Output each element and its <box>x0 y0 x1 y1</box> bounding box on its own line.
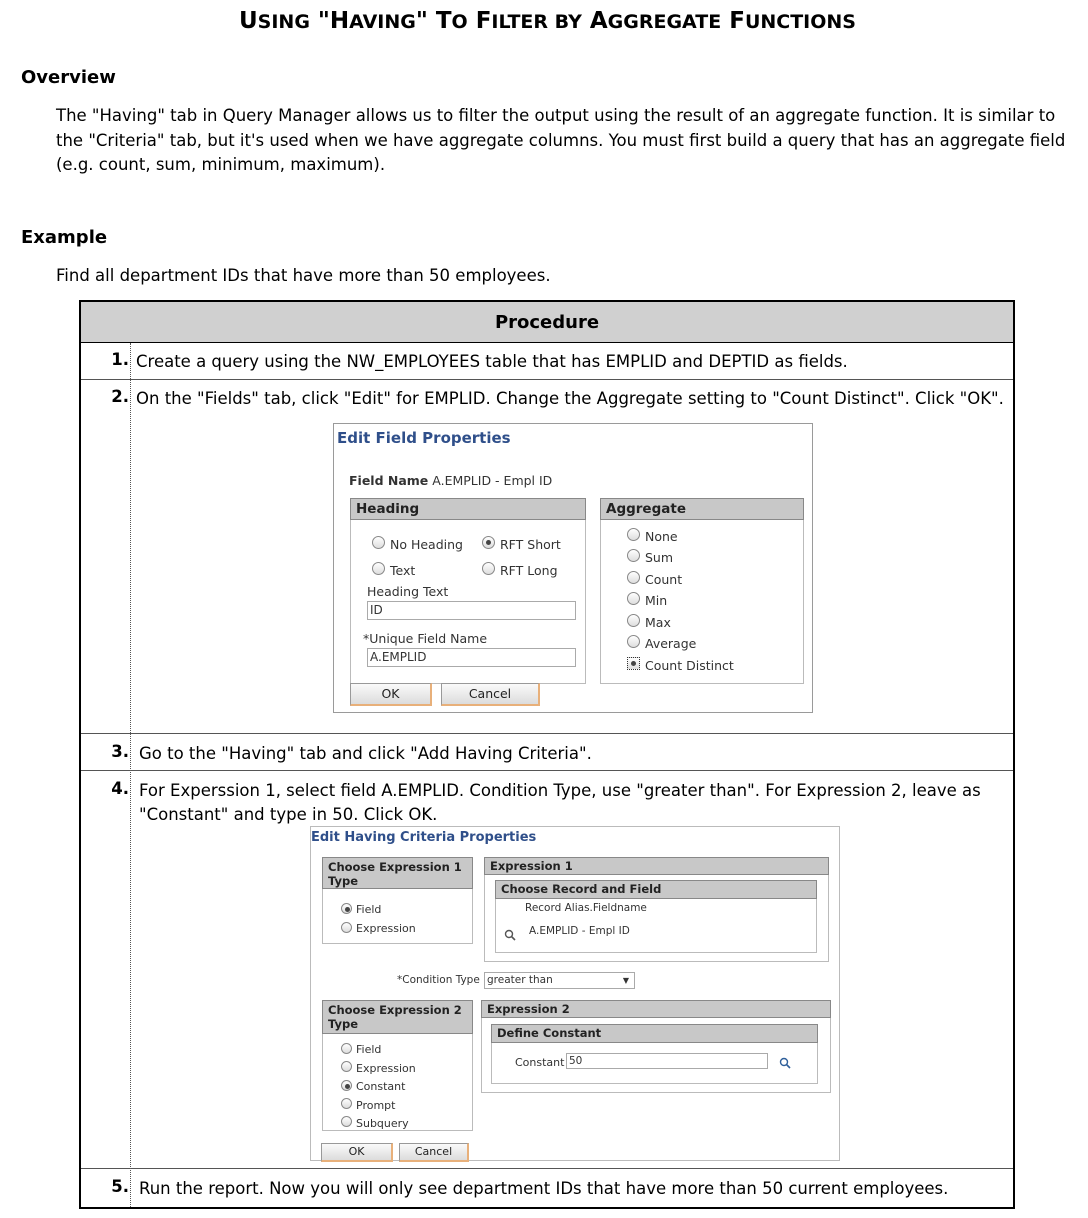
aggregate-sum-radio[interactable] <box>627 549 640 562</box>
chevron-down-icon: ▼ <box>622 976 629 985</box>
no-heading-label: No Heading <box>390 537 463 552</box>
heading-text-label: Heading Text <box>367 584 449 599</box>
step-number: 4. <box>111 779 129 798</box>
row-divider <box>81 733 1013 734</box>
field-name-label: Field Name <box>349 473 429 488</box>
heading-text-input[interactable]: ID <box>367 601 576 620</box>
example-heading: Example <box>21 227 108 248</box>
expr2-option-label: Expression <box>356 1062 416 1075</box>
condition-type-value: greater than <box>487 974 553 986</box>
step-text: For Experssion 1, select field A.EMPLID. Condition Type, use "greater than". For Expression 2, leave as "Constant" and type in 50. Click OK. <box>139 781 981 824</box>
example-text: Find all department IDs that have more than 50 employees. <box>56 266 551 285</box>
dialog-title: Edit Having Criteria Properties <box>311 830 537 845</box>
aggregate-min-radio[interactable] <box>627 592 640 605</box>
expr1-option-label: Field <box>356 903 382 916</box>
aggregate-max-radio[interactable] <box>627 614 640 627</box>
step-number: 3. <box>111 742 129 761</box>
constant-input[interactable]: 50 <box>566 1053 768 1069</box>
step-text: Go to the "Having" tab and click "Add Having Criteria". <box>139 744 592 763</box>
aggregate-option-label: Min <box>645 593 668 608</box>
expr2-prompt-radio[interactable] <box>341 1098 352 1109</box>
aggregate-none-radio[interactable] <box>627 528 640 541</box>
rft-long-radio[interactable] <box>482 562 495 575</box>
no-heading-radio[interactable] <box>372 536 385 549</box>
row-divider <box>81 1168 1013 1169</box>
expr1-field-radio[interactable] <box>341 903 352 914</box>
condition-type-label: *Condition Type <box>397 974 480 986</box>
define-constant-header: Define Constant <box>491 1024 818 1043</box>
overview-text: The "Having" tab in Query Manager allows us to filter the output using the result of an aggregate function. It is similar to the "Criteria" tab, but it's used when we have aggregate columns. You must first build a query that has an aggregate field (e.g. count, sum, minimum, maximum). <box>56 106 1066 174</box>
record-alias-label: Record Alias.Fieldname <box>525 902 647 914</box>
aggregate-count-distinct-radio[interactable] <box>627 657 640 670</box>
choose-record-header: Choose Record and Field <box>495 880 817 899</box>
text-radio[interactable] <box>372 562 385 575</box>
aggregate-count-radio[interactable] <box>627 571 640 584</box>
lookup-icon[interactable] <box>504 929 516 941</box>
expr2-option-label: Subquery <box>356 1117 409 1130</box>
edit-having-criteria-dialog <box>310 826 840 1161</box>
overview-heading: Overview <box>21 67 116 88</box>
step-number: 2. <box>111 387 129 406</box>
expression1-header: Expression 1 <box>484 857 829 875</box>
expr2-option-label: Prompt <box>356 1099 396 1112</box>
row-divider <box>81 770 1013 771</box>
expr2-option-label: Field <box>356 1043 382 1056</box>
expr1-expression-radio[interactable] <box>341 922 352 933</box>
dialog-title: Edit Field Properties <box>337 429 511 447</box>
step-number: 1. <box>111 350 129 369</box>
expression1-type-header: Choose Expression 1 Type <box>322 857 473 889</box>
unique-field-label: *Unique Field Name <box>363 631 488 646</box>
constant-label: Constant <box>515 1056 565 1069</box>
cancel-button[interactable]: Cancel <box>399 1143 469 1162</box>
expr2-field-radio[interactable] <box>341 1043 352 1054</box>
aggregate-group-header: Aggregate <box>600 498 804 520</box>
step-number: 5. <box>111 1177 129 1196</box>
aggregate-option-label: None <box>645 529 678 544</box>
procedure-header: Procedure <box>81 302 1013 343</box>
unique-field-input[interactable]: A.EMPLID <box>367 648 576 667</box>
expr2-constant-radio[interactable] <box>341 1080 352 1091</box>
heading-group-header: Heading <box>350 498 586 520</box>
document-title: USING "HAVING" TO FILTER BY AGGREGATE FUNCTIONS <box>238 8 856 34</box>
aggregate-option-label: Count <box>645 572 683 587</box>
condition-type-select[interactable] <box>484 972 635 989</box>
step-text: Run the report. Now you will only see department IDs that have more than 50 current employees. <box>139 1179 949 1198</box>
aggregate-option-label: Max <box>645 615 671 630</box>
field-name-value: A.EMPLID - Empl ID <box>432 473 553 488</box>
aggregate-option-label: Sum <box>645 550 674 565</box>
expr2-expression-radio[interactable] <box>341 1061 352 1072</box>
expr2-option-label: Constant <box>356 1080 406 1093</box>
step-text: On the "Fields" tab, click "Edit" for EMPLID. Change the Aggregate setting to "Count Distinct". Click "OK". <box>136 389 1004 408</box>
text-label: Text <box>390 563 416 578</box>
cancel-button[interactable]: Cancel <box>441 683 540 706</box>
expr2-subquery-radio[interactable] <box>341 1116 352 1127</box>
expression2-header: Expression 2 <box>481 1000 831 1018</box>
row-divider <box>81 379 1013 380</box>
rft-long-label: RFT Long <box>500 563 558 578</box>
ok-button[interactable]: OK <box>321 1143 393 1162</box>
aggregate-average-radio[interactable] <box>627 635 640 648</box>
lookup-icon[interactable] <box>779 1057 791 1069</box>
aggregate-option-label: Count Distinct <box>645 658 734 673</box>
aggregate-option-label: Average <box>645 636 697 651</box>
rft-short-radio[interactable] <box>482 536 495 549</box>
step-text: Create a query using the NW_EMPLOYEES table that has EMPLID and DEPTID as fields. <box>136 352 848 371</box>
expr1-option-label: Expression <box>356 922 416 935</box>
edit-field-properties-dialog <box>333 423 813 713</box>
rft-short-label: RFT Short <box>500 537 561 552</box>
ok-button[interactable]: OK <box>350 683 432 706</box>
number-column-divider <box>130 343 131 1207</box>
expression2-type-header: Choose Expression 2 Type <box>322 1000 473 1034</box>
record-field-value: A.EMPLID - Empl ID <box>529 925 630 937</box>
